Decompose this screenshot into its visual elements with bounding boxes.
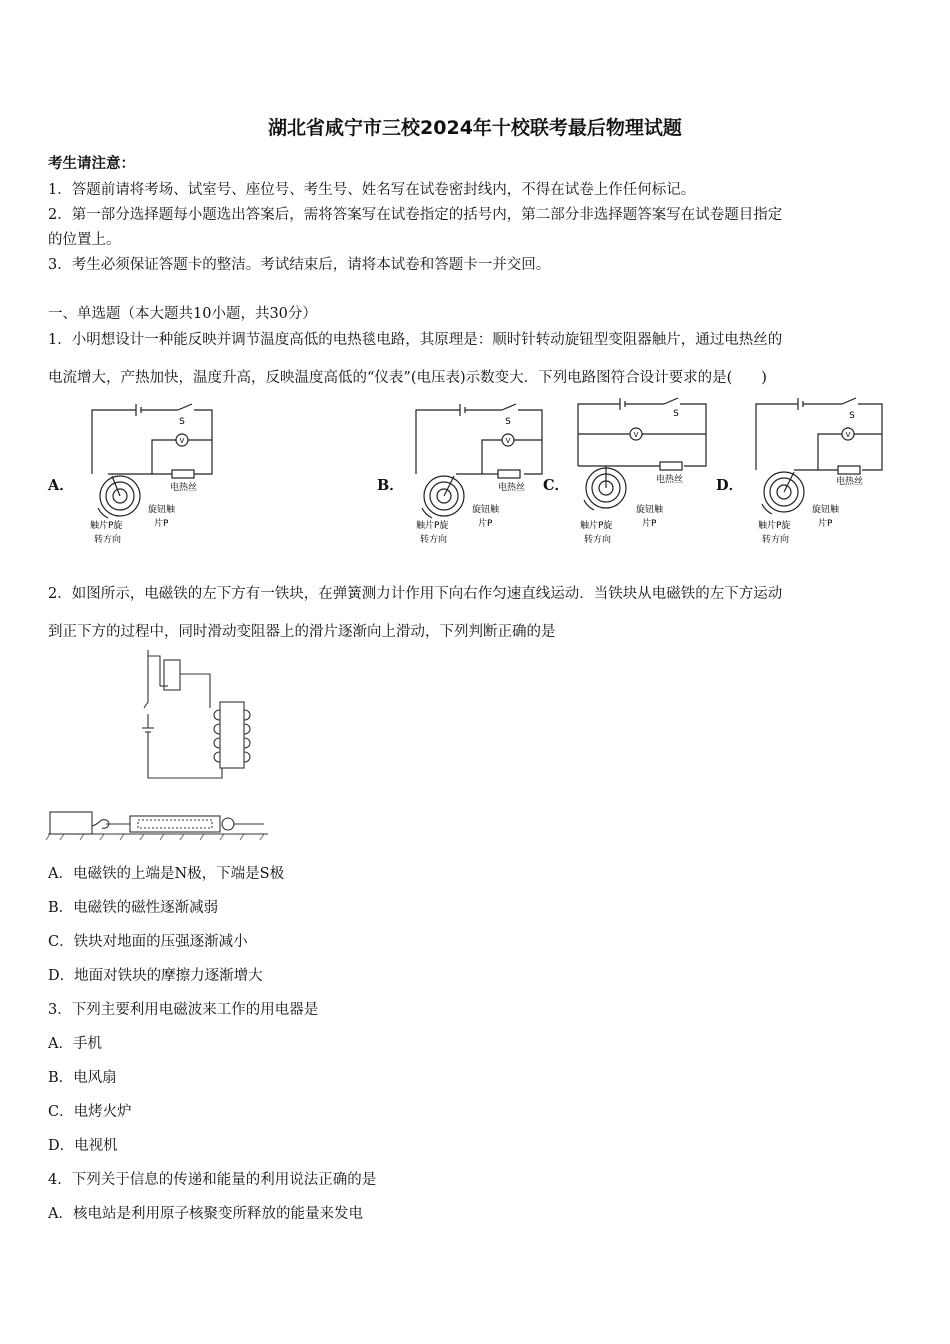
page-title: 湖北省咸宁市三校2024年十校联考最后物理试题 bbox=[268, 117, 682, 139]
q3-stem: 3．下列主要利用电磁波来工作的用电器是 bbox=[48, 1002, 319, 1018]
heater-label: 电热丝 bbox=[498, 483, 526, 493]
notice-item: 的位置上。 bbox=[48, 232, 121, 248]
q1-option-c-label: C． bbox=[543, 477, 570, 494]
switch-label: S bbox=[179, 417, 185, 427]
voltmeter-label: V bbox=[845, 431, 851, 439]
q2-option-c: C．铁块对地面的压强逐渐减小 bbox=[48, 934, 248, 950]
direction-label: 转方向 bbox=[420, 535, 448, 545]
q1-option-b-label: B． bbox=[377, 477, 404, 494]
circuit-diagram-a bbox=[78, 396, 228, 554]
circuit-diagram-b bbox=[402, 396, 552, 554]
q4-stem: 4．下列关于信息的传递和能量的利用说法正确的是 bbox=[48, 1172, 377, 1188]
direction-label: 触片P旋 bbox=[416, 521, 449, 531]
q1-stem-line2: 电流增大，产热加快，温度升高，反映温度高低的“仪表”(电压表)示数变大．下列电路图符合设计要求的是( ) bbox=[48, 370, 767, 386]
notice-heading: 考生请注意： bbox=[48, 155, 135, 172]
knob-label: 旋钮触 bbox=[812, 505, 840, 515]
direction-label: 触片P旋 bbox=[90, 521, 123, 531]
knob-label: 片P bbox=[478, 519, 493, 529]
q2-option-a: A．电磁铁的上端是N极，下端是S极 bbox=[48, 866, 285, 882]
knob-label: 片P bbox=[642, 519, 657, 529]
knob-label: 旋钮触 bbox=[148, 505, 176, 515]
heater-label: 电热丝 bbox=[656, 475, 684, 485]
notice-item: 3．考生必须保证答题卡的整洁。考试结束后，请将本试卷和答题卡一并交回。 bbox=[48, 257, 551, 273]
q2-option-b: B．电磁铁的磁性逐渐减弱 bbox=[48, 900, 219, 916]
voltmeter-label: V bbox=[505, 437, 511, 445]
q1-option-d-label: D． bbox=[716, 477, 744, 494]
voltmeter-label: V bbox=[633, 431, 639, 439]
q2-option-d: D．地面对铁块的摩擦力逐渐增大 bbox=[48, 968, 263, 984]
knob-label: 片P bbox=[154, 519, 169, 529]
q1-stem-line1: 1．小明想设计一种能反映并调节温度高低的电热毯电路，其原理是：顺时针转动旋钮型变阻器触片，通过电热丝的 bbox=[48, 332, 783, 348]
electromagnet-diagram bbox=[44, 648, 276, 848]
q2-stem-line1: 2．如图所示，电磁铁的左下方有一铁块，在弹簧测力计作用下向右作匀速直线运动．当铁块从电磁铁的左下方运动 bbox=[48, 586, 783, 602]
q2-stem-line2: 到正下方的过程中，同时滑动变阻器上的滑片逐渐向上滑动，下列判断正确的是 bbox=[48, 624, 556, 640]
notice-item: 2．第一部分选择题每小题选出答案后，需将答案写在试卷指定的括号内，第二部分非选择题答案写在试卷题目指定 bbox=[48, 207, 783, 223]
q3-option-b: B．电风扇 bbox=[48, 1070, 117, 1086]
direction-label: 转方向 bbox=[584, 535, 612, 545]
heater-label: 电热丝 bbox=[170, 483, 198, 493]
q3-option-a: A．手机 bbox=[48, 1036, 102, 1052]
section-heading: 一、单选题（本大题共10小题，共30分） bbox=[48, 306, 317, 322]
switch-label: S bbox=[673, 409, 679, 419]
voltmeter-label: V bbox=[179, 437, 185, 445]
circuit-diagram-d bbox=[744, 392, 894, 552]
q1-option-a-label: A． bbox=[48, 477, 74, 494]
direction-label: 转方向 bbox=[94, 535, 122, 545]
heater-label: 电热丝 bbox=[836, 477, 864, 487]
knob-label: 片P bbox=[818, 519, 833, 529]
switch-label: S bbox=[849, 411, 855, 421]
q3-option-d: D．电视机 bbox=[48, 1138, 118, 1154]
direction-label: 转方向 bbox=[762, 535, 790, 545]
q3-option-c: C．电烤火炉 bbox=[48, 1104, 132, 1120]
direction-label: 触片P旋 bbox=[758, 521, 791, 531]
switch-label: S bbox=[505, 417, 511, 427]
knob-label: 旋钮触 bbox=[472, 505, 500, 515]
direction-label: 触片P旋 bbox=[580, 521, 613, 531]
q4-option-a: A．核电站是利用原子核聚变所释放的能量来发电 bbox=[48, 1206, 363, 1222]
notice-item: 1．答题前请将考场、试室号、座位号、考生号、姓名写在试卷密封线内，不得在试卷上作任何标记。 bbox=[48, 182, 696, 198]
circuit-diagram-c bbox=[566, 392, 716, 552]
knob-label: 旋钮触 bbox=[636, 505, 664, 515]
